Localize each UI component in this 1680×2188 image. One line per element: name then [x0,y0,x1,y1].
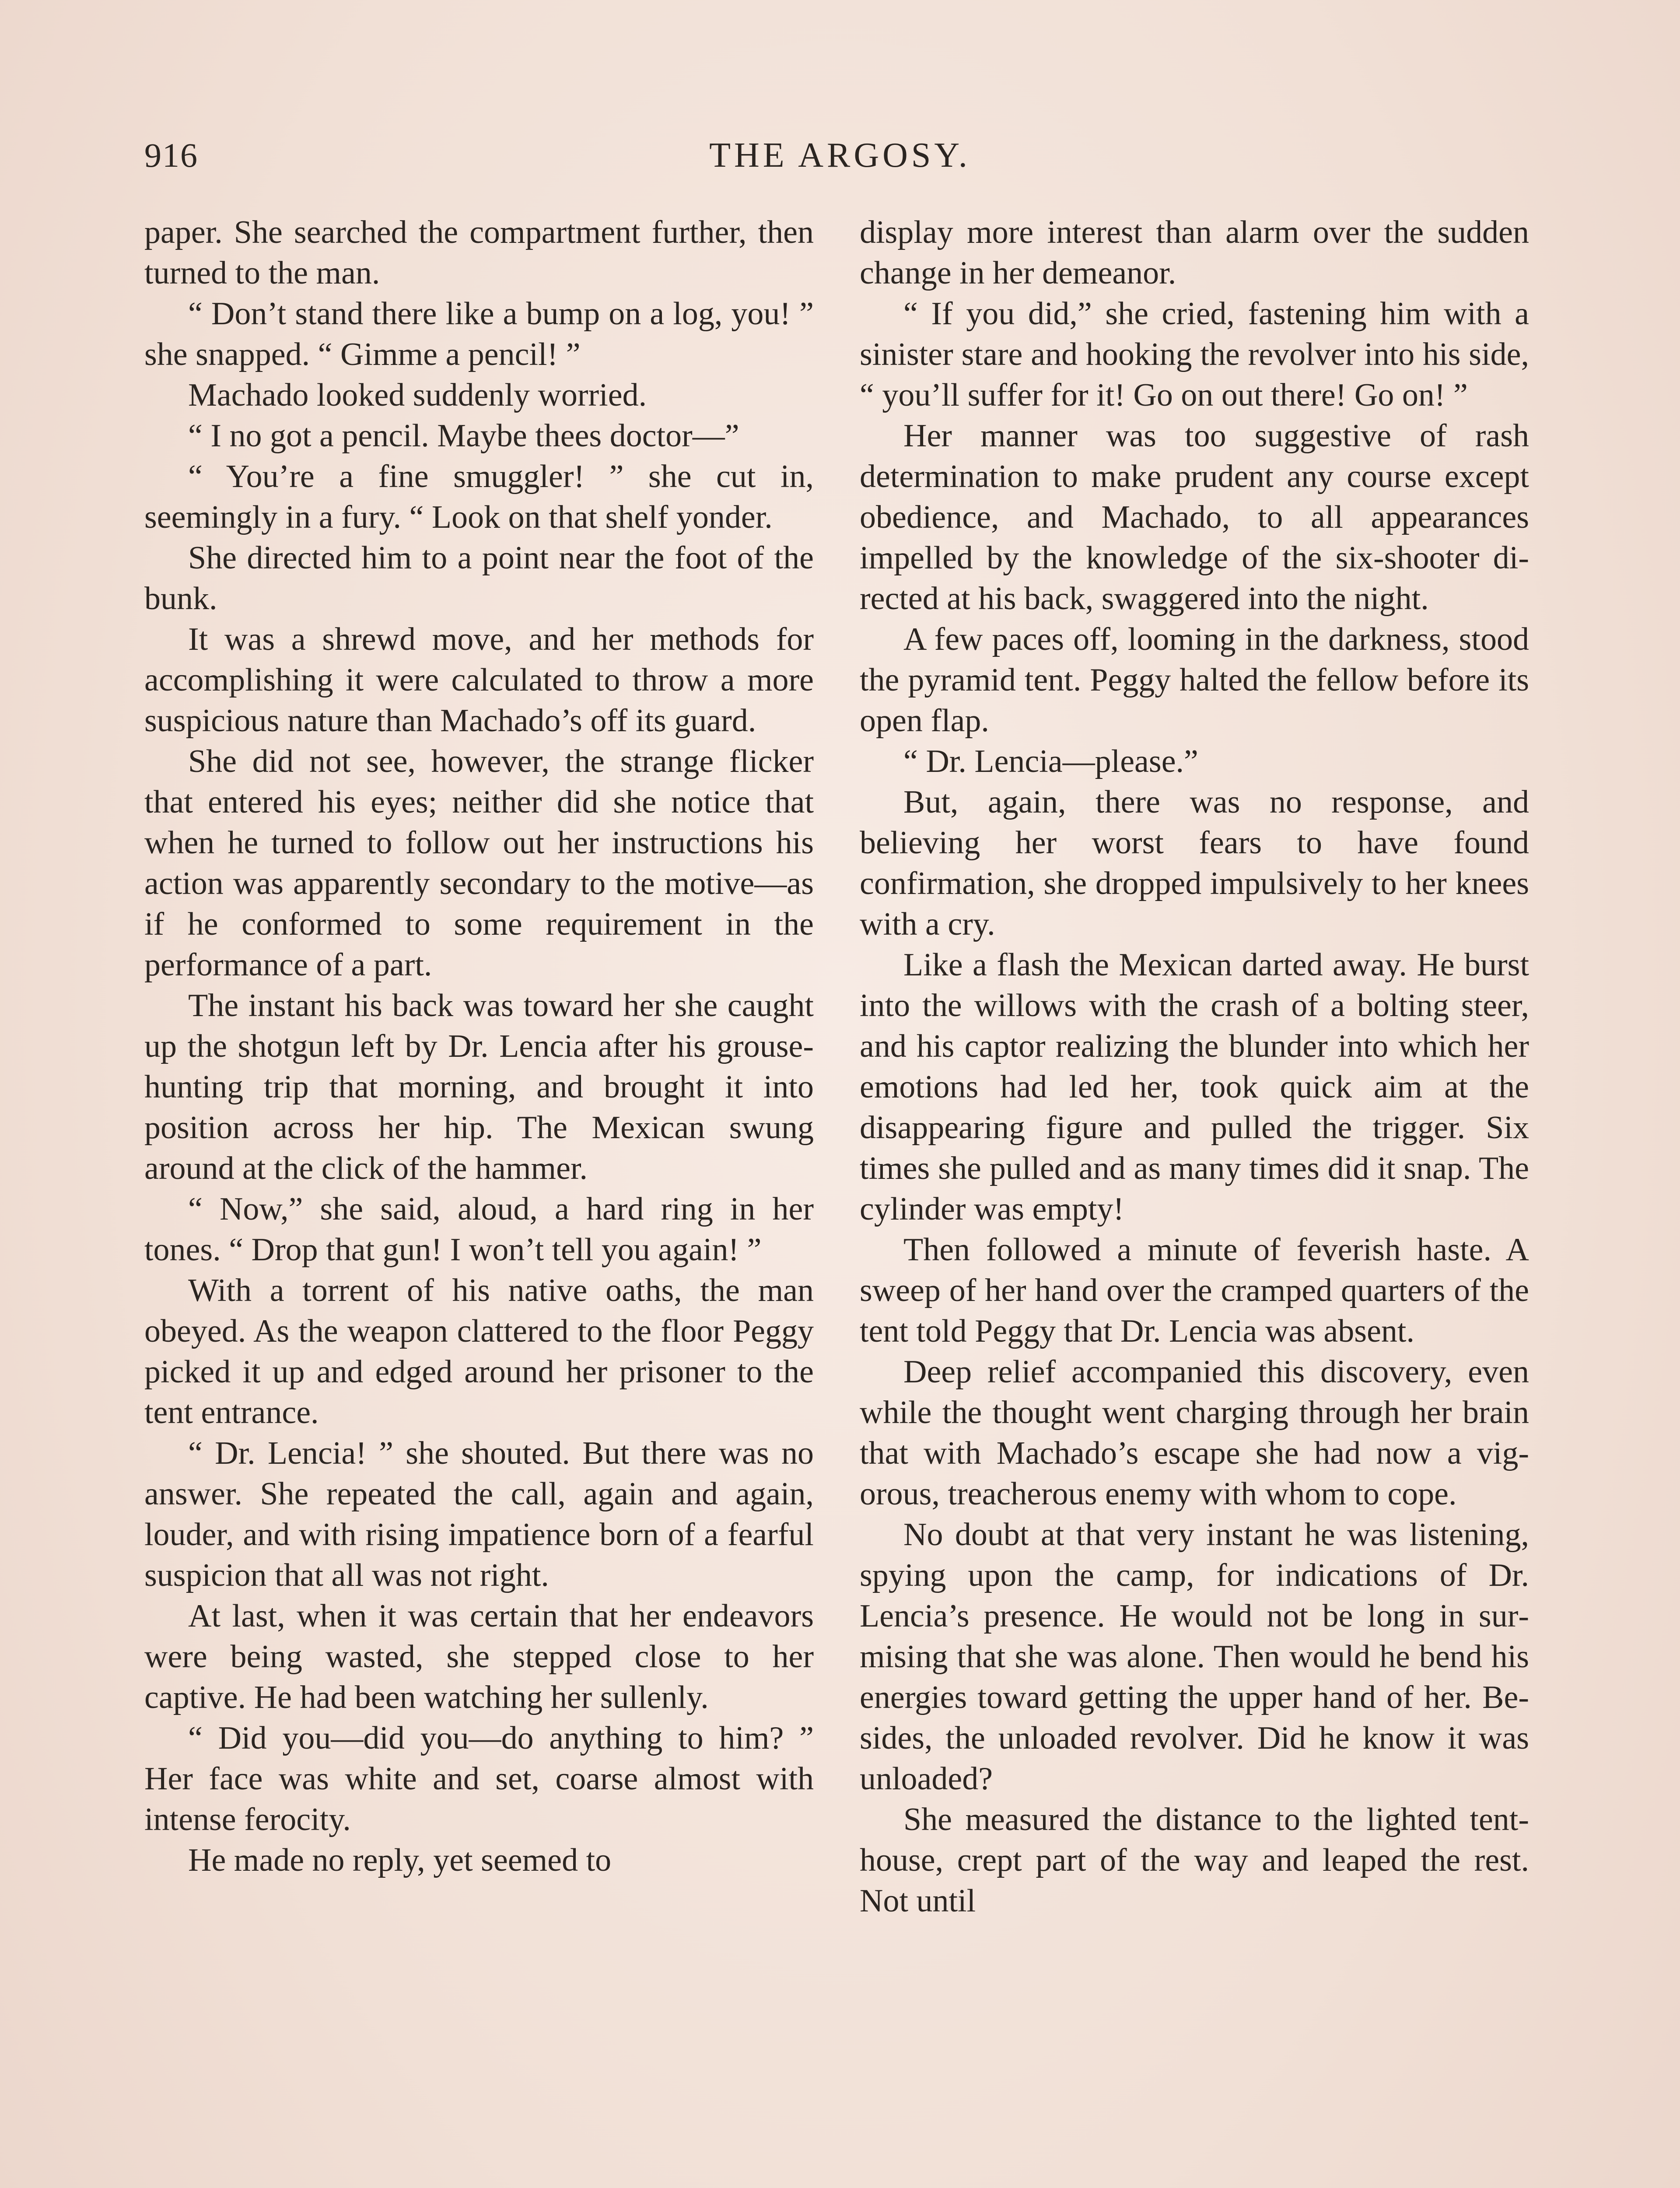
paragraph: She did not see, however, the strange flicker that entered his eyes; neither did she notice that when he turned to follow out her instructions his action was apparently secondary to the motive—as if he conformed to some requirement in the performance of a part. [144,743,814,983]
paragraph: At last, when it was certain that her endeavors were being wasted, she stepped close to her captive. He had been watching her sullenly. [144,1598,814,1715]
paragraph: Like a flash the Mexican darted away. He burst into the willows with the crash of a bolting steer, and his captor realizing the blunder into which her emotions had led her, took quick aim at the disappearing figure and pulled the trigger. Six times she pulled and as many times did it snap. The cylinder was empty! [860,947,1529,1227]
paragraph: “ I no got a pencil. Maybe thees doctor—” [188,418,739,454]
paragraph: But, again, there was no response, and believing her worst fears to have found confirmation, she dropped impulsively to her knees with a cry. [860,784,1529,942]
paragraph: She measured the distance to the lighted tent-house, crept part of the way and leaped the rest. Not until [860,1802,1529,1919]
paragraph: “ Now,” she said, aloud, a hard ring in her tones. “ Drop that gun! I won’t tell you again! ” [144,1191,814,1268]
paragraph: Her manner was too suggestive of rash determination to make prudent any course except obedience, and Machado, to all appearances impelled by the knowledge of the six-shooter directed at his back, swaggered into the night. [860,418,1529,617]
paragraph: “ Dr. Lencia! ” she shouted. But there was no answer. She repeated the call, again and again, louder, and with rising impatience born of a fearful suspicion that all was not right. [144,1435,814,1593]
paragraph: “ Dr. Lencia—please.” [903,743,1198,779]
running-title: THE ARGOSY. [709,136,971,175]
paragraph: “ You’re a fine smuggler! ” she cut in, seemingly in a fury. “ Look on that shelf yonder. [144,459,814,535]
paragraph: Then followed a minute of feverish haste. A sweep of her hand over the cramped quarters of the tent told Peggy that Dr. Lencia was absent. [860,1232,1529,1349]
page-number: 916 [144,136,198,174]
paragraph: A few paces off, looming in the darkness, stood the pyramid tent. Peggy halted the fellow before its open flap. [860,621,1529,739]
left-column [144,212,814,1881]
paragraph: Machado looked suddenly worried. [188,377,647,413]
paragraph: “ Don’t stand there like a bump on a log, you! ” she snapped. “ Gimme a pencil! ” [144,296,814,372]
paragraph: display more interest than alarm over the sudden change in her demeanor. [860,214,1529,291]
paragraph: “ If you did,” she cried, fastening him with a sinister stare and hooking the revolver into his side, “ you’ll suffer for it! Go on out there! Go on! ” [860,296,1529,413]
right-column [860,212,1529,1922]
paragraph: She directed him to a point near the foot of the bunk. [144,540,814,617]
paragraph: The instant his back was toward her she caught up the shotgun left by Dr. Lencia after his grouse-hunting trip that morning, and brought it into position across her hip. The Mexican swung around at the click of the hammer. [144,988,814,1186]
page-header [144,131,1536,184]
paragraph: He made no reply, yet seemed to [188,1842,612,1878]
paragraph: With a torrent of his native oaths, the man obeyed. As the weapon clattered to the floor Peggy picked it up and edged around her prisoner to the tent entrance. [144,1273,814,1431]
paragraph: “ Did you—did you—do anything to him? ” Her face was white and set, coarse almost with intense ferocity. [144,1720,814,1837]
paragraph: Deep relief accompanied this discovery, even while the thought went charging through her brain that with Machado’s escape she had now a vigorous, treacherous enemy with whom to cope. [860,1354,1529,1512]
paragraph: No doubt at that very instant he was listening, spying upon the camp, for indications of Dr. Lencia’s presence. He would not be long in surmising that she was alone. Then would he bend his energies toward getting the upper hand of her. Besides, the unloaded revolver. Did he know it was unloaded? [860,1517,1529,1797]
paragraph: It was a shrewd move, and her methods for accomplishing it were calculated to throw a more suspicious nature than Machado’s off its guard. [144,621,814,739]
paragraph: paper. She searched the compartment further, then turned to the man. [144,214,814,291]
